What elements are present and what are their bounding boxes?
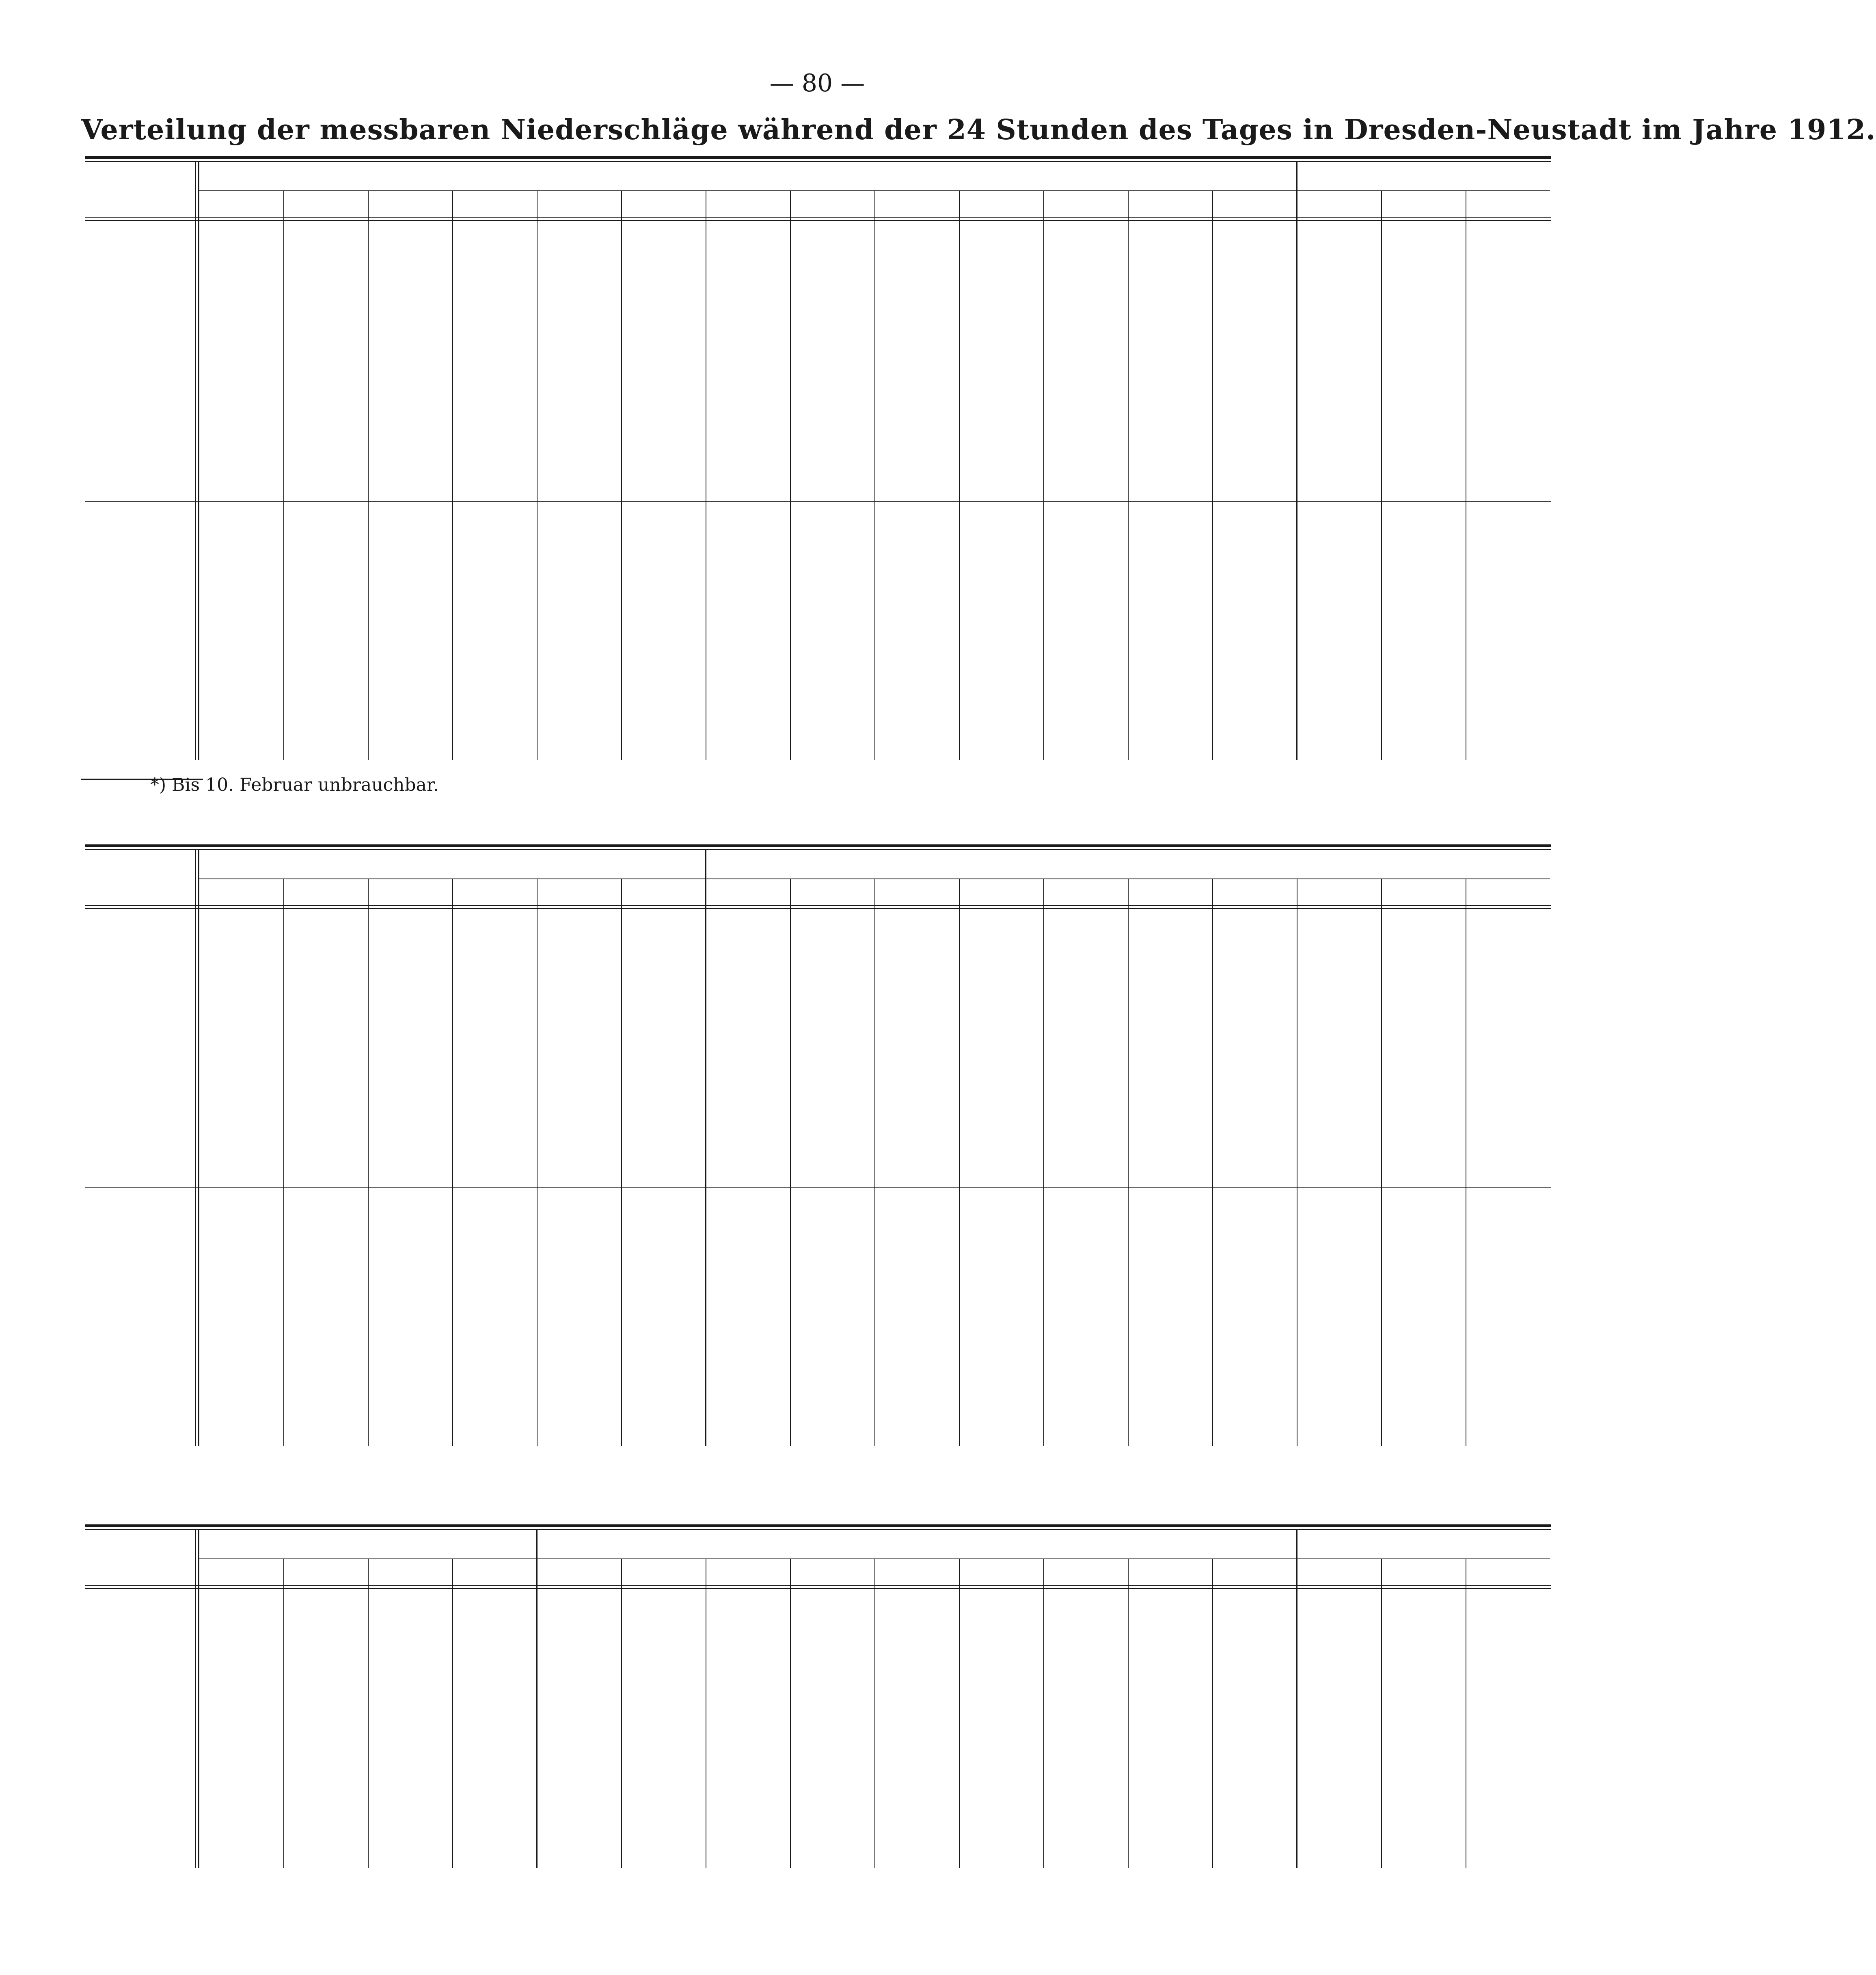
stub-vrule	[195, 1529, 196, 1868]
column-rule	[283, 878, 284, 1446]
column-rule	[283, 1558, 284, 1868]
column-rule	[452, 1558, 453, 1868]
month-underline	[1297, 1558, 1550, 1559]
column-rule	[368, 1558, 369, 1868]
page-number: — 80 —	[769, 69, 865, 97]
column-rule	[874, 190, 875, 760]
column-rule	[452, 878, 453, 1446]
stub-vrule	[195, 161, 196, 760]
header-bottom-rule-2	[85, 220, 1551, 221]
month-underline	[199, 190, 1297, 191]
table-top-rule	[85, 1524, 1551, 1527]
column-rule	[368, 878, 369, 1446]
footnote: *) Bis 10. Februar unbrauchbar.	[150, 775, 439, 795]
column-rule	[1381, 878, 1382, 1446]
table-top-rule-thin	[85, 849, 1551, 850]
column-rule	[790, 190, 791, 760]
column-rule	[621, 190, 622, 760]
column-rule	[1128, 190, 1129, 760]
table-top-rule	[85, 844, 1551, 847]
month-underline	[1297, 190, 1550, 191]
column-rule	[1128, 878, 1129, 1446]
column-rule	[1212, 190, 1213, 760]
header-bottom-rule-2	[85, 1588, 1551, 1589]
column-rule	[1043, 878, 1044, 1446]
column-rule	[1043, 1558, 1044, 1868]
column-rule	[537, 1558, 538, 1868]
column-rule	[621, 1558, 622, 1868]
column-rule	[1212, 878, 1213, 1446]
column-rule	[1128, 1558, 1129, 1868]
header-bottom-rule	[85, 1585, 1551, 1586]
stub-vrule-2	[198, 161, 199, 760]
month-underline	[537, 1558, 1297, 1559]
column-rule	[1043, 190, 1044, 760]
column-rule	[368, 190, 369, 760]
column-rule	[874, 1558, 875, 1868]
column-rule	[1212, 1558, 1213, 1868]
column-rule	[959, 1558, 960, 1868]
column-rule	[959, 190, 960, 760]
column-rule	[283, 190, 284, 760]
table-top-rule-thin	[85, 161, 1551, 162]
section-divider	[85, 1187, 1551, 1188]
column-rule	[790, 878, 791, 1446]
column-rule	[790, 1558, 791, 1868]
column-rule	[537, 190, 538, 760]
column-rule	[1381, 1558, 1382, 1868]
column-rule	[1381, 190, 1382, 760]
stub-vrule-2	[198, 849, 199, 1446]
stub-vrule-2	[198, 1529, 199, 1868]
header-bottom-rule-2	[85, 908, 1551, 909]
column-rule	[621, 878, 622, 1446]
header-bottom-rule	[85, 217, 1551, 218]
table-top-rule	[85, 156, 1551, 159]
header-bottom-rule	[85, 905, 1551, 906]
column-rule	[537, 878, 538, 1446]
page-title: Verteilung der messbaren Niederschläge während der 24 Stunden des Tages in Dresden-Neustadt im Jahre 1912.	[81, 114, 1876, 146]
column-rule	[452, 190, 453, 760]
column-rule	[874, 878, 875, 1446]
column-rule	[959, 878, 960, 1446]
stub-vrule	[195, 849, 196, 1446]
section-divider	[85, 501, 1551, 502]
table-top-rule-thin	[85, 1529, 1551, 1530]
